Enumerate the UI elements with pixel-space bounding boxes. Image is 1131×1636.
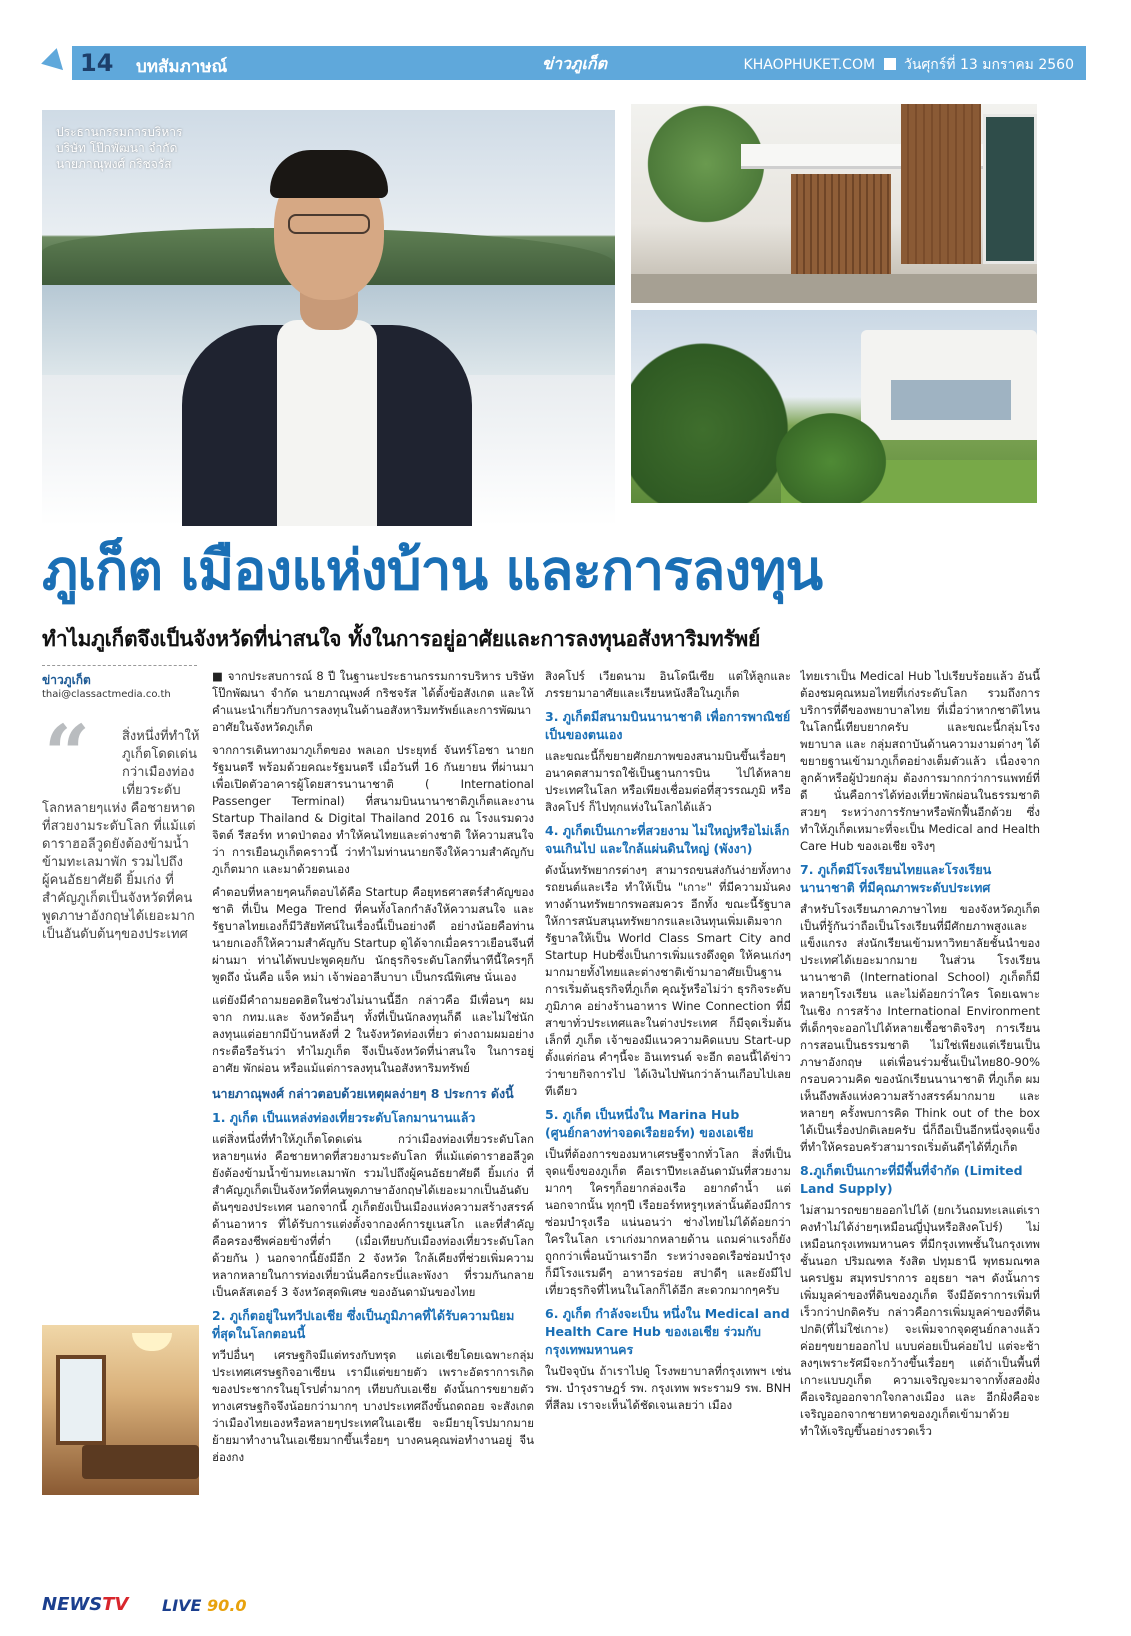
- paragraph: ■ จากประสบการณ์ 8 ปี ในฐานะประธานกรรมการบริหาร บริษัท โป๊กพัฒนา จำกัด นายภาณุพงศ์ กริชจรัส ได้ตั้งข้อสังเกต และให้คำแนะนำเกี่ยวกับการลงทุนในด้านอสังหาริมทรัพย์และการพัฒนาอาศัยในจังหวัดภูเก็ต: [212, 669, 534, 734]
- arrow-icon: [42, 46, 72, 80]
- pull-quote-body: โลกหลายๆแห่ง คือชายหาดที่สวยงามระดับโลก ที่แม้แต่ดาราฮอลีวูดยังต้องข้ามน้ำข้ามทะเลมาพัก รวมไปถึงผู้คนอัธยาศัยดี ยิ้มเก่ง ที่สำคัญภูเก็ตเป็นจังหวัดที่คนพูดภาษาอังกฤษได้เยอะมากเป็นอันดับต้นๆของประเทศ: [42, 801, 196, 942]
- news-brand: NEWS: [42, 1594, 103, 1615]
- byline-name: ข่าวภูเก็ต: [42, 673, 91, 687]
- paragraph: จากการเดินทางมาภูเก็ตของ พลเอก ประยุทธ์ จันทร์โอชา นายกรัฐมนตรี พร้อมด้วยคณะรัฐมนตรี เมื่อวันที่ 16 กันยายน ที่ผ่านมา เพื่อเปิดตัวอาคารผู้โดยสารนานาชาติ ( International Passenger Terminal) ที่สนามบินนานาชาติภูเก็ตและงาน Startup Thailand & Digital Thailand 2016 ณ โรงแรมดวงจิตต์ รีสอร์ท หาดป่าตอง ทำให้คนไทยและต่างชาติ ให้ความสนใจว่า การเยือนภูเก็ตคราวนี้ ว่าทำไมท่านนายกจึงให้ความสำคัญกับภูเก็ตมาก และมาด้วยตนเอง: [212, 743, 534, 876]
- byline-email[interactable]: thai@classactmedia.co.th: [42, 689, 171, 700]
- reason-heading-8: 8.ภูเก็ตเป็นเกาะที่มีพื้นที่จำกัด (Limited Land Supply): [800, 1163, 1023, 1196]
- tv-brand: TV: [102, 1594, 129, 1615]
- byline: [42, 665, 197, 702]
- site-and-date: [744, 54, 1074, 76]
- portrait-photo: [42, 110, 615, 526]
- reason-heading-2: 2. ภูเก็ตอยู่ในทวีปเอเชีย ซึ่งเป็นภูมิภาคที่ได้รับความนิยมที่สุดในโลกตอนนี้: [212, 1308, 515, 1341]
- caption-line: นายภาณุพงศ์ กริชจรัส: [56, 157, 172, 171]
- article-column-1: [212, 668, 534, 1593]
- issue-date: วันศุกร์ที่ 13 มกราคม 2560: [903, 57, 1074, 73]
- reason-heading-7: 7. ภูเก็ตมีโรงเรียนไทยและโรงเรียนนานาชาติ ที่มีคุณภาพระดับประเทศ: [800, 862, 992, 895]
- caption-line: บริษัท โป๊กพัฒนา จำกัด: [56, 141, 178, 155]
- page-number: 14: [80, 49, 114, 77]
- reason-heading-3: 3. ภูเก็ตมีสนามบินนานาชาติ เพื่อการพาณิชย์ เป็นของตนเอง: [545, 709, 791, 742]
- headline: ภูเก็ต เมืองแห่งบ้าน และการลงทุน: [42, 538, 823, 602]
- paragraph: และขณะนี้ก็ขยายศักยภาพของสนามบินขึ้นเรื่อยๆ อนาคตสามารถใช้เป็นฐานการบิน ไปได้หลายประเทศในโลก หรือเพียงเชื่อมต่อที่สุวรรณภูมิ หรือสิงคโปร์ ก็ไปทุกแห่งในโลกได้แล้ว: [545, 749, 791, 814]
- interior-dining-photo: [42, 1325, 199, 1495]
- subheadline: ทำไมภูเก็ตจึงเป็นจังหวัดที่น่าสนใจ ทั้งในการอยู่อาศัยและการลงทุนอสังหาริมทรัพย์: [42, 627, 760, 651]
- paragraph: ไม่สามารถขยายออกไปได้ (ยกเว้นถมทะเลแต่เราคงทำไม่ได้ง่ายๆเหมือนญี่ปุ่นหรือสิงคโปร์) ไม่เหมือนกรุงเทพมหานคร ที่มีกรุงเทพชั้นในกรุงเทพชั้นนอก ปริมณฑล รังสิต ปทุมธานี พุทธมณฑล นครปฐม สมุทรปราการ อยุธยา ฯลฯ ดังนั้นการเพิ่มมูลค่าของที่ดินของภูเก็ต จึงมีอัตราการเพิ่มที่เร็วกว่าปกติครับ กล่าวคือการเพิ่มมูลค่าของที่ดินปกติ(ที่ไม่ใช่เกาะ) จะเพิ่มจากจุดศูนย์กลางแล้วค่อยๆขยายออกไป แบบค่อยเป็นค่อยไป แต่จะช้าลงๆเพราะรัศมีจะกว้างขึ้นเรื่อยๆ แต่ถ้าเป็นพื้นที่เกาะแบบภูเก็ต ความเจริญจะมาจากทั้งสองฝั่ง คือเจริญออกจากใจกลางเมือง และ อีกฝั่งคือจะเจริญออกจากชายหาดของภูเก็ตเข้ามาด้วย ทำให้เจริญขึ้นอย่างรวดเร็ว: [800, 1203, 1040, 1438]
- house-exterior-photo: [631, 104, 1037, 303]
- site-url: KHAOPHUKET.COM: [743, 57, 876, 73]
- article-column-2: [545, 668, 791, 1593]
- paragraph: สำหรับโรงเรียนภาคภาษาไทย ของจังหวัดภูเก็ต เป็นที่รู้กันว่าถือเป็นโรงเรียนที่มีศักยภาพสูงและแข็งแกรง ส่งนักเรียนเข้ามหาวิทยาลัยชั้นนำของประเทศได้เยอะมากมาย ในส่วน โรงเรียนนานาชาติ (International School) ภูเก็ตก็มีหลายๆโรงเรียน และไม่ด้อยกว่าใคร โดยเฉพาะในเชิง การสร้าง International Environment ที่เด็กๆจะออกไปได้หลายเชื้อชาติจริงๆ การเรียนการสอนเป็นธรรมชาติ ไม่ใช่เพียงแต่เรียนเป็นภาษาอังกฤษ แต่เพื่อนร่วมชั้นเป็นไทย80-90% กรอบความคิด ของนักเรียนนานาชาติ ที่ภูเก็ต ผมเห็นถึงพลังแห่งความสร้างสรรค์มากมาย และหลายๆ ครั้งพบการคิด Think out of the box ได้เป็นเรื่องปกติเลยครับ นี่ก็ถือเป็นอีกหนึ่งจุดแข็งที่ทำให้ครอบครัวสามารถเริ่มต้นดีๆได้ที่ภูเก็ต: [800, 902, 1040, 1154]
- paragraph: ทวีปอื่นๆ เศรษฐกิจมีแต่ทรงกับทรุด แต่เอเชียโดยเฉพาะกลุ่มประเทศเศรษฐกิจอาเซียน เรามีแต่ขยายตัว เพราะอัตราการเกิดของประชากรในยุโรปต่ำมากๆ เทียบกับเอเชีย ดังนั้นการขยายตัวทางเศรษฐกิจจึงน้อยกว่ามากๆ บางประเทศถึงขั้นถดถอย จะสังเกตว่าเมืองไทยเองหรือหลายๆประเทศในเอเชีย จะมียายุโรปมากมาย ย้ายมาทำงานในเอเชียมากขึ้นเรื่อยๆ บางคนคุณพ่อทำงานอยู่ จีน ฮ่องกง: [212, 1348, 534, 1464]
- photo-caption: [56, 124, 206, 172]
- page-footer: [42, 1592, 1042, 1620]
- reason-heading-5: 5. ภูเก็ต เป็นหนึ่งใน Marina Hub (ศูนย์กลางท่าจอดเรือยอร์ท) ของเอเชีย: [545, 1107, 754, 1140]
- page-header: [42, 46, 1086, 80]
- article-column-3: [800, 668, 1040, 1593]
- paragraph: ไทยเราเป็น Medical Hub ไปเรียบร้อยแล้ว อันนี้ต้องชมคุณหมอไทยที่เก่งระดับโลก รวมถึงการบริการที่ดีของพยาบาลไทย ที่เมื่อว่าหากชาติไหนในโลกนี้เทียบยากครับ และขณะนี้กลุ่มโรงพยาบาล และ กลุ่มสถาบันด้านความงามต่างๆ ได้ขยายฐานเข้ามาภูเก็ตอย่างเต็มตัวแล้ว เนื่องจากลูกค้าหรือผู้ป่วยกลุ่ม ต้องการมากกว่าการแพทย์ที่ดี นั่นคือการได้ท่องเที่ยวพักผ่อนในธรรมชาติสวยๆ ระหว่างการรักษาหรือพักฟื้นอีกด้วย ซึ่งทำให้ภูเก็ตเหมาะที่จะเป็น Medical and Health Care Hub ของเอเชีย จริงๆ: [800, 669, 1040, 853]
- paragraph: ในปัจจุบัน ถ้าเราไปดู โรงพยาบาลที่กรุงเทพฯ เช่น รพ. บำรุงราษฎร์ รพ. กรุงเทพ พระราม9 รพ. BNH ที่สีลม เราจะเห็นได้ชัดเจนเลยว่า เมือง: [545, 1364, 791, 1412]
- news-tv-logo: [42, 1594, 128, 1615]
- paragraph: ดังนั้นทรัพยากรต่างๆ สามารถขนส่งกันง่ายทั้งทางรถยนต์และเรือ ทำให้เป็น "เกาะ" ที่มีความมั่นคงทางด้านทรัพยากรพอสมควร อีกทั้ง ขณะนี้รัฐบาลให้การสนับสนุนทรัพยากรและเงินทุนเพิ่มเติมจากรัฐบาลให้เป็น World Class Smart City and Startup Hubซึ่งเป็นการเพิ่มแรงดึงดูด ให้คนเก่งๆมากมายทั้งไทยและต่างชาติเข้ามาอาศัยเป็นฐานการเริ่มต้นธุรกิจที่ภูเก็ต คุณรู้หรือไม่ว่า ธุรกิจระดับภูมิภาค อย่างร้านอาหาร Wine Connection ที่มีสาขาทั่วประเทศและในต่างประเทศ ก็มีจุดเริ่มต้นเล็กที่ ภูเก็ต เจ้าของมีแนวความคิดแบบ Start-up ตั้งแต่ก่อน คำๆนี้จะ อินเทรนด์ จะอีก ตอนนี้ได้ข่าวว่าขายกิจการไป ได้เงินไปพันกว่าล้านเกือบไปเลยทีเดียว: [545, 863, 791, 1098]
- paragraph: สิงคโปร์ เวียดนาม อินโดนีเซีย แต่ให้ลูกและภรรยามาอาศัยและเรียนหนังสือในภูเก็ต: [545, 669, 791, 700]
- quote-mark-icon: “: [44, 707, 91, 801]
- reason-heading-1: 1. ภูเก็ต เป็นแหล่งท่องเที่ยวระดับโลกมานานแล้ว: [212, 1110, 476, 1125]
- paragraph: แต่ยังมีคำถามยอดฮิตในช่วงไม่นานนี้อีก กล่าวคือ มีเพื่อนๆ ผมจาก กทม.และ จังหวัดอื่นๆ ทั้งที่เป็นนักลงทุนก็ดี และไม่ใช่นักลงทุนแต่อยากมีบ้านหลังที่ 2 ในจังหวัดท่องเที่ยว ต่างถามผมอย่างกระตือรือร้นว่า ทำไมภูเก็ต จึงเป็นจังหวัดที่น่าสนใจ ในการอยู่อาศัย พักผ่อน หรือแม้แต่การลงทุนในอสังหาริมทรัพย์: [212, 993, 534, 1075]
- divider: [42, 665, 197, 668]
- garden-house-photo: [631, 310, 1037, 503]
- live-brand: LIVE: [162, 1596, 202, 1615]
- reason-heading-6: 6. ภูเก็ต กำลังจะเป็น หนึ่งใน Medical and Health Care Hub ของเอเชีย ร่วมกับกรุงเทพมหานคร: [545, 1306, 790, 1357]
- live-radio-logo: [162, 1596, 247, 1615]
- paragraph: แต่สิ่งหนึ่งที่ทำให้ภูเก็ตโดดเด่น กว่าเมืองท่องเที่ยวระดับโลก หลายๆแห่ง คือชายหาดที่สวยงามระดับโลก ที่แม้แต่ดาราฮอลีวูดยังต้องข้ามน้ำข้ามทะเลมาพัก รวมไปถึงผู้คนอัธยาศัยดี ยิ้มเก่ง ที่สำคัญภูเก็ตเป็นจังหวัดที่คนพูดภาษาอังกฤษได้เยอะมากเป็นอันดับต้นๆของประเทศ นอกจากนี้ ภูเก็ตยังเป็นเมืองแห่งความสร้างสรรค์ด้านอาหาร ที่ได้รับการแต่งตั้งจากองค์การยูเนสโก และที่สำคัญคือครองชีพค่อยข้างที่ต่ำ (เมื่อเทียบกับเมืองท่องเที่ยวระดับโลกด้วยกัน ) นอกจากนี้ยังมีอีก 2 จังหวัด ใกล้เคียงที่ช่วยเพิ่มความหลากหลายในการท่องเที่ยวนั่นคือกระบี่และพังงา ที่รวมกันกลายเป็นคลัสเตอร์ 3 จังหวัดสุดพิเศษ ของอันดามันของไทย: [212, 1132, 534, 1299]
- live-frequency: 90.0: [207, 1596, 247, 1615]
- pull-quote-lead: สิ่งหนึ่งที่ทำให้ภูเก็ตโดดเด่น กว่าเมืองท่องเที่ยวระดับ: [122, 729, 200, 798]
- pull-quote: [42, 728, 200, 944]
- caption-line: ประธานกรรมการบริหาร: [56, 125, 183, 139]
- paragraph: เป็นที่ต้องการของมหาเศรษฐีจากทั่วโลก สิ่งที่เป็นจุดแข็งของภูเก็ต คือเราปีทะเลอันดามันที่สวยงาม มากๆ ใครๆก็อยากล่องเรือ อยากดำน้ำ แต่นอกจากนั้น ทุกๆปี เรือยอร์ทหรูๆเหล่านั้นต้องมีการ ซ่อมบำรุงเรือ แน่นอนว่า ช่างไทยไม่ได้ด้อยกว่าใครในโลก เราเก่งมากหลายด้าน แถมค่าแรงก็ยังถูกกว่าเพื่อนบ้านเราอีก ระหว่างจอดเรือซ่อมบำรุง ก็มีโรงแรมดีๆ อาหารอร่อย สปาดีๆ และยังมีไปเที่ยวธุรกิจที่ไหนในโลกก็ได้อีก สะดวกมากๆครับ: [545, 1147, 791, 1297]
- section-title: บทสัมภาษณ์: [136, 57, 228, 77]
- reasons-heading: นายภาณุพงศ์ กล่าวตอบด้วยเหตุผลง่ายๆ 8 ประการ ดังนี้: [212, 1086, 514, 1101]
- paragraph: คำตอบที่หลายๆคนก็ตอบได้คือ Startup คือยุทธศาสตร์สำคัญของชาติ ที่เป็น Mega Trend ที่คนทั้งโลกกำลังให้ความสนใจ และรัฐบาลไทยเองก็มีวิสัยทัศน์ในเรื่องนี้เป็นอย่างดี อย่างน้อยคือท่านนายกเองก็ให้ความสำคัญกับ Startup ดูได้จากเมื่อคราวเยือนจีนที่ผ่านมา ท่านได้พบปะพูดคุยกับ นักธุรกิจระดับโลกที่นาทีนี้ใครๆก็พูดถึง นั่นคือ แจ็ค หม่า เจ้าพ่ออาลีบาบา เป็นกรณีพิเศษ นั่นเอง: [212, 885, 534, 984]
- reason-heading-4: 4. ภูเก็ตเป็นเกาะที่สวยงาม ไม่ใหญ่หรือไม่เล็กจนเกินไป และใกล้แผ่นดินใหญ่ (พังงา): [545, 823, 790, 856]
- square-icon: [884, 58, 896, 70]
- masthead-logo: ข่าวภูเก็ต: [542, 54, 607, 73]
